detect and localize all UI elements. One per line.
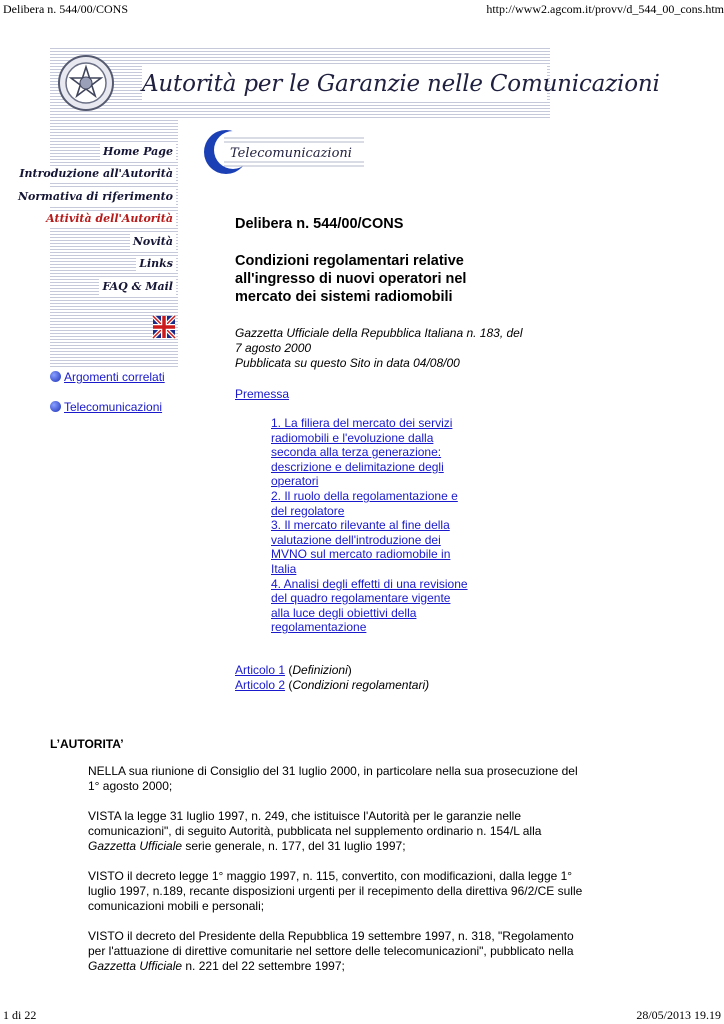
articles-list (235, 663, 429, 693)
menu-item-novit[interactable]: Novità (130, 234, 176, 250)
gazzetta-line: Gazzetta Ufficiale della Repubblica Italiana n. 183, del 7 agosto 2000 (235, 326, 523, 355)
toc-link-3[interactable]: 3. Il mercato rilevante al fine della valutazione dell'introduzione dei MVNO sul mercato radiomobile in Italia (271, 518, 451, 576)
bullet-ball-icon (50, 371, 61, 382)
menu-item-introduzione-all-autorit[interactable]: Introduzione all'Autorità (16, 166, 176, 182)
toc-link-2[interactable]: 2. Il ruolo della regolamentazione e del regolatore (271, 488, 458, 518)
toc-link-4[interactable]: 4. Analisi degli effetti di una revisione del quadro regolamentare vigente alla luce degli obiettivi della regolamentazione (271, 576, 468, 635)
table-of-contents (271, 416, 471, 635)
uk-flag-icon[interactable] (153, 316, 175, 338)
premessa-link[interactable]: Premessa (235, 387, 290, 401)
autorita-heading: L’AUTORITA’ (50, 737, 124, 751)
article-1: Articolo 1 (Definizioni) (235, 663, 352, 677)
print-header-title: Delibera n. 544/00/CONS (3, 2, 128, 16)
bullet-ball-icon (50, 401, 61, 412)
document-subtitle: Condizioni regolamentari relative all'ingresso di nuovi operatori nel mercato dei sistemi radiomobili (235, 253, 467, 305)
menu-item-links[interactable]: Links (136, 256, 176, 272)
italian-republic-emblem-icon (57, 54, 115, 112)
article-2-link[interactable]: Articolo 2 (235, 678, 286, 692)
menu-item-attivit-dell-autorit[interactable]: Attività dell'Autorità (43, 211, 176, 227)
menu-item-faq-mail[interactable]: FAQ & Mail (99, 279, 176, 295)
side-link-telecomunicazioni[interactable]: Telecomunicazioni (50, 400, 162, 415)
paragraph: VISTA la legge 31 luglio 1997, n. 249, che istituisce l'Autorità per le garanzie nelle comunicazioni", di seguito Autorità, pubblicata nel supplemento ordinario n. 154/L alla Gazzetta Ufficiale serie generale, n. 177, del 31 luglio 1997; (88, 809, 542, 853)
paragraph: VISTO il decreto del Presidente della Repubblica 19 settembre 1997, n. 318, "Regolamento per l'attuazione di direttive comunitarie nel settore delle telecomunicazioni", pubblicato nella Gazzetta Ufficiale n. 221 del 22 settembre 1997; (88, 929, 574, 973)
print-footer-page: 1 di 22 (3, 1008, 37, 1022)
paragraph: NELLA sua riunione di Consiglio del 31 luglio 2000, in particolare nella sua prosecuzione del 1° agosto 2000; (88, 764, 578, 793)
telecomunicazioni-logo (196, 128, 376, 188)
site-banner (50, 48, 660, 120)
print-header-url: http://www2.agcom.it/provv/d_544_00_cons.htm (486, 2, 724, 16)
article-1-link[interactable]: Articolo 1 (235, 663, 286, 677)
menu-item-normativa-di-riferimento[interactable]: Normativa di riferimento (15, 189, 176, 205)
side-link-argomenti[interactable]: Argomenti correlati (50, 370, 165, 385)
menu-edge (178, 120, 186, 368)
banner-title: Autorità per le Garanzie nelle Comunicazioni (142, 66, 547, 102)
toc-link-1[interactable]: 1. La filiera del mercato dei servizi radiomobili e l'evoluzione dalla seconda alla terza generazione: descrizione e delimitazione degli operatori (271, 416, 453, 489)
document-body (88, 764, 588, 989)
paragraph: VISTO il decreto legge 1° maggio 1997, n. 115, convertito, con modificazioni, dalla legge 1° luglio 1997, n.189, recante disposizioni urgenti per il recepimento della direttiva 96/2/CE sulle comunicazioni mobili e personali; (88, 869, 583, 913)
gazzetta-reference (235, 326, 525, 371)
telecom-logo-text: Telecomunicazioni (230, 146, 352, 161)
menu-item-home-page[interactable]: Home Page (100, 144, 176, 160)
document-title: Delibera n. 544/00/CONS (235, 216, 404, 232)
print-footer-date: 28/05/2013 19.19 (636, 1008, 721, 1022)
published-line: Pubblicata su questo Sito in data 04/08/00 (235, 356, 460, 370)
article-2: Articolo 2 (Condizioni regolamentari) (235, 678, 430, 692)
